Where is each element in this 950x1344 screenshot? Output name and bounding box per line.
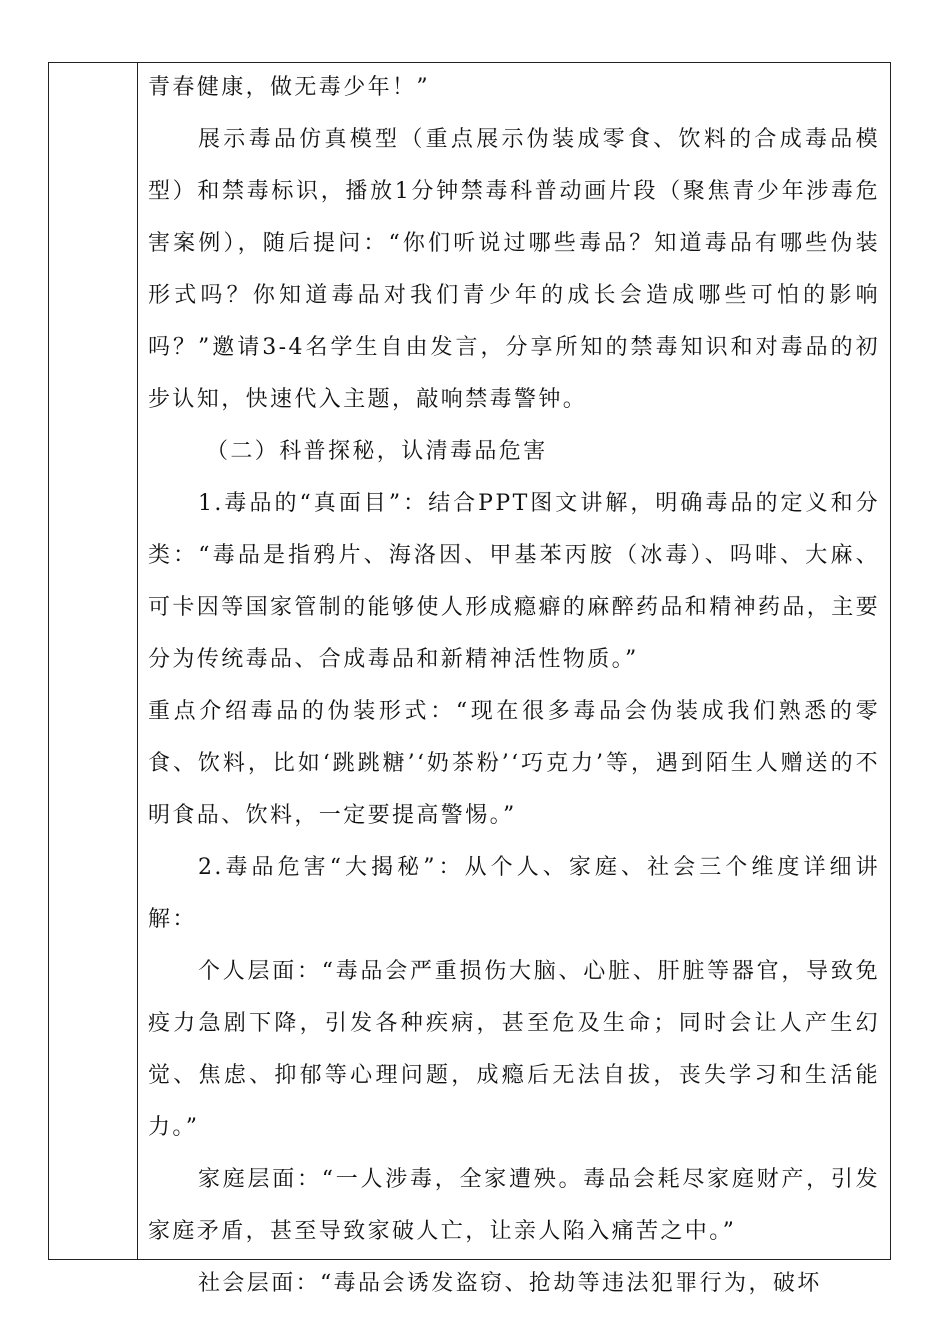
- paragraph-drug-definition: 1.毒品的“真面目”：结合PPT图文讲解，明确毒品的定义和分类：“毒品是指鸦片、海洛因、甲基苯丙胺（冰毒）、吗啡、大麻、可卡因等国家管制的能够使人形成瘾癖的麻醉药品和精神药品，主要分为传统毒品、合成毒品和新精神活性物质。”: [148, 491, 881, 672]
- section-heading-science: （二）科普探秘，认清毒品危害: [206, 439, 548, 464]
- left-column-cell: [48, 62, 137, 1260]
- paragraph-personal-level: 个人层面：“毒品会严重损伤大脑、心脏、肝脏等器官，导致免疫力急剧下降，引发各种疾病，甚至危及生命；同时会让人产生幻觉、焦虑、抑郁等心理问题，成瘾后无法自拔，丧失学习和生活能力。”: [148, 959, 880, 1140]
- paragraph-model-display: 展示毒品仿真模型（重点展示伪装成零食、饮料的合成毒品模型）和禁毒标识，播放1分钟禁毒科普动画片段（聚焦青少年涉毒危害案例），随后提问：“你们听说过哪些毒品？知道毒品有哪些伪装形式吗？你知道毒品对我们青少年的成长会造成哪些可怕的影响吗？”邀请3-4名学生自由发言，分享所知的禁毒知识和对毒品的初步认知，快速代入主题，敲响禁毒警钟。: [148, 127, 880, 412]
- paragraph-closing-quote: 青春健康，做无毒少年！”: [148, 75, 431, 100]
- paragraph-disguise-forms: 重点介绍毒品的伪装形式：“现在很多毒品会伪装成我们熟悉的零食、饮料，比如‘跳跳糖’‘奶茶粉’‘巧克力’等，遇到陌生人赠送的不明食品、饮料，一定要提高警惕。”: [148, 699, 880, 828]
- content-cell: [148, 62, 880, 1310]
- paragraph-harm-overview: 2.毒品危害“大揭秘”：从个人、家庭、社会三个维度详细讲解：: [148, 855, 880, 932]
- paragraph-society-level: 社会层面：“毒品会诱发盗窃、抢劫等违法犯罪行为，破坏: [198, 1271, 822, 1296]
- column-divider: [137, 62, 138, 1260]
- paragraph-family-level: 家庭层面：“一人涉毒，全家遭殃。毒品会耗尽家庭财产，引发家庭矛盾，甚至导致家破人亡，让亲人陷入痛苦之中。”: [148, 1167, 880, 1244]
